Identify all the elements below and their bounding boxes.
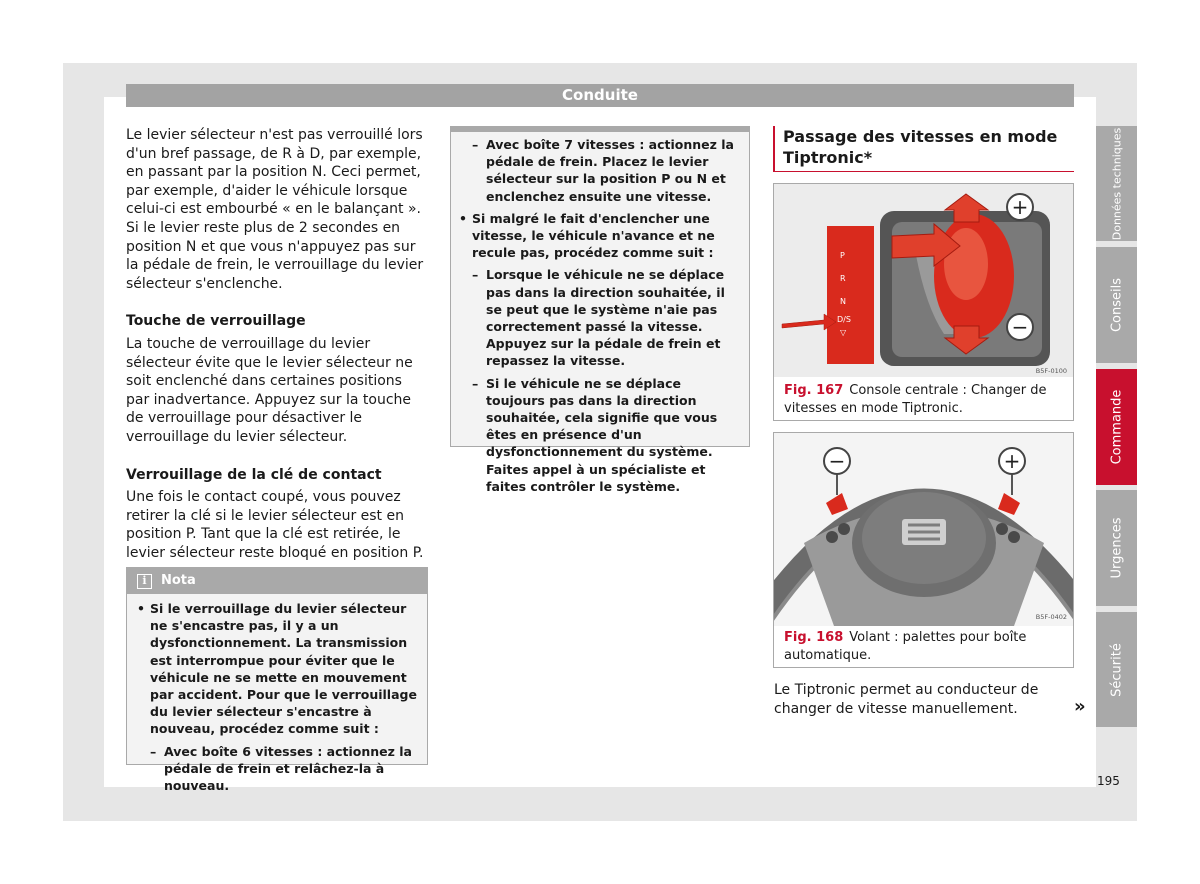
figure-caption-text: Console centrale : Changer de vitesses en mode Tiptronic. [784, 383, 1047, 416]
heading-cle: Verrouillage de la clé de contact [126, 466, 382, 483]
dash-icon: – [472, 267, 479, 283]
procedure-bullet-text: Si malgré le fait d'enclencher une vitesse, le véhicule n'avance et ne recule pas, procédez comme suit : [472, 210, 715, 261]
procedure-dash-a-text: Lorsque le véhicule ne se déplace pas dans la direction souhaitée, il se peut que le système n'aie pas correctement passé la vitesse. Appuyez sur la pédale de frein et repassez la vitesse. [486, 267, 725, 369]
figure-168 [773, 432, 1074, 668]
nota-box [126, 567, 428, 794]
bullet-icon: • [459, 210, 467, 226]
nota-header [127, 568, 427, 594]
paragraph-touche: La touche de verrouillage du levier sélecteur évite que le levier sélecteur ne soit enclenché dans certaines positions par inadvertance. Appuyez sur la touche de verrouillage pour désactiver le verrouillage du levier sélecteur. [126, 335, 413, 445]
tab-conseils[interactable]: Conseils [1096, 247, 1137, 363]
procedure-dash-b-text: Si le véhicule ne se déplace toujours pas dans la direction souhaitée, cela signifie que vous êtes en présence d'un dysfonctionnement du système. Faites appel à un spécialiste et faites contrôler le système. [486, 375, 718, 494]
heading-touche: Touche de verrouillage [126, 313, 306, 330]
figure-caption-text: Volant : palettes pour boîte automatique. [784, 630, 1027, 663]
tab-commande[interactable]: Commande [1096, 369, 1137, 485]
nota-dash-text: Avec boîte 6 vitesses : actionnez la pédale de frein et relâchez-la à nouveau. [164, 743, 412, 794]
figure-code: B5F-0402 [1035, 613, 1067, 621]
dash-icon: – [472, 375, 479, 391]
nota-title: Nota [161, 573, 196, 588]
dash-icon: – [472, 137, 479, 152]
nota-body [127, 594, 427, 794]
gear-down-marker: ▽ [840, 328, 847, 337]
info-icon: i [137, 574, 152, 589]
intro-paragraph: Le levier sélecteur n'est pas verrouillé lors d'un bref passage, de R à D, par exemple, en passant par la position N. Ceci permet, par exemple, d'aider le véhicule lorsque celui-ci est embourbé « en le balançant ». Si le levier reste plus de 2 secondes en position N et que vous n'appuyez pas sur la pédale de frein, le verrouillage du levier sélecteur s'enclenche. [126, 127, 424, 292]
plus-icon: + [1003, 449, 1021, 473]
gear-console-illustration [774, 184, 1073, 377]
gear-p: P [840, 251, 845, 260]
nota-bullet-text: Si le verrouillage du levier sélecteur ne s'encastre pas, il y a un dysfonctionnement. La transmission est interrompue pour éviter que le véhicule ne se mette en mouvement par accident. Pour que le verrouillage du levier sélecteur s'encastre à nouveau, procédez comme suit : [150, 601, 417, 737]
procedure-dash-b [472, 375, 741, 495]
procedure-bullet [459, 210, 741, 262]
figure-167-caption [784, 382, 1069, 418]
dash-icon: – [150, 743, 157, 759]
figure-number: Fig. 168 [784, 630, 844, 645]
page-number: 195 [1097, 774, 1120, 788]
tab-urgences[interactable]: Urgences [1096, 490, 1137, 606]
nota-bullet [137, 600, 417, 738]
procedure-dash-a [472, 266, 741, 369]
section-title: Passage des vitesses en mode Tiptronic* [773, 126, 1074, 172]
gear-n: N [840, 297, 846, 306]
gear-ds: D/S [837, 315, 851, 324]
figure-number: Fig. 167 [784, 383, 844, 398]
figure-168-caption [784, 629, 1069, 665]
procedure-dash-7-text: Avec boîte 7 vitesses : actionnez la pédale de frein. Placez le levier sélecteur sur la position P ou N et enclenchez ensuite une vitesse. [486, 137, 734, 204]
continued-marker: » [1074, 696, 1086, 717]
bullet-icon: • [137, 601, 145, 616]
tab-securite[interactable]: Sécurité [1096, 612, 1137, 727]
figure-code: B5F-0100 [1035, 367, 1067, 375]
procedure-dash-7 [472, 136, 741, 205]
figure-167 [773, 183, 1074, 421]
procedure-box [450, 126, 750, 494]
paragraph-cle: Une fois le contact coupé, vous pouvez retirer la clé si le levier sélecteur est en position P. Tant que la clé est retirée, le levier sélecteur reste bloqué en position P. [126, 489, 424, 561]
gear-r: R [840, 274, 846, 283]
nota-dash-item [150, 743, 417, 795]
plus-icon: + [1011, 195, 1029, 219]
tab-donnees-techniques[interactable]: Données techniques [1096, 126, 1137, 241]
tiptronic-paragraph: Le Tiptronic permet au conducteur de changer de vitesse manuellement. [774, 682, 1039, 717]
chapter-header: Conduite [126, 84, 1074, 107]
minus-icon: − [1011, 315, 1029, 339]
left-column [126, 126, 428, 562]
steering-wheel-illustration [774, 433, 1073, 626]
minus-icon: − [828, 449, 846, 473]
